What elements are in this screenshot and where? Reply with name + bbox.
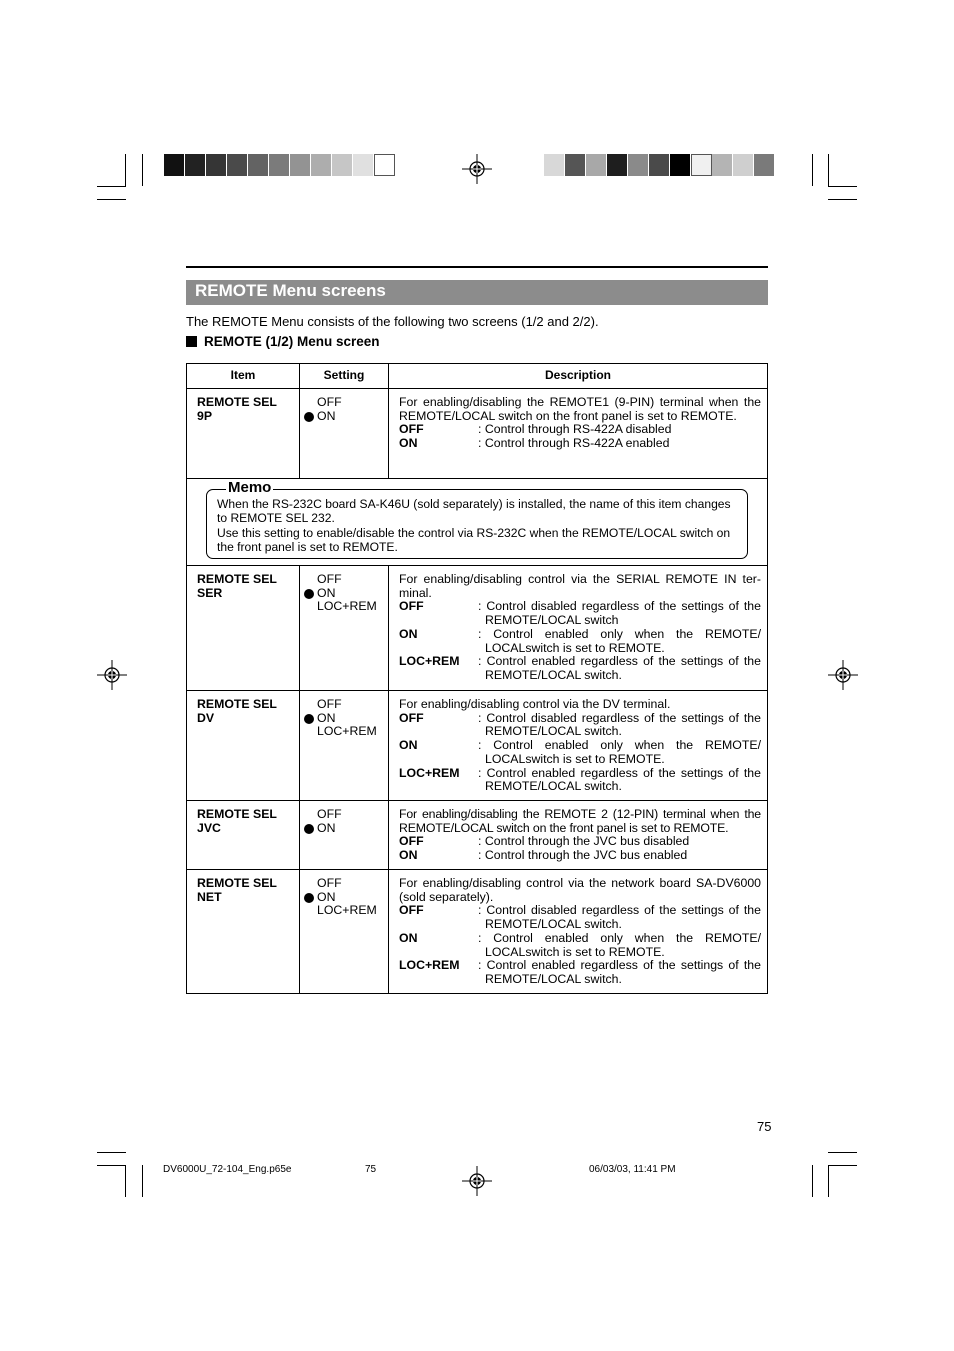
crop-mark <box>812 1165 813 1197</box>
definition-key: ON <box>399 738 418 753</box>
grayscale-bar-right <box>544 154 775 176</box>
item-name: REMOTE SEL <box>197 807 277 821</box>
item-name: REMOTE SEL <box>197 395 277 409</box>
definition-value: : Control disabled regardless of the settings of the REMOTE/LOCAL switch. <box>478 904 761 931</box>
calibration-swatch <box>332 154 353 176</box>
item-cell <box>187 691 300 801</box>
memo-cell <box>187 479 768 566</box>
item-name: REMOTE SEL <box>197 876 277 890</box>
setting-option: LOC+REM <box>317 903 377 918</box>
subheading-text: REMOTE (1/2) Menu screen <box>204 334 380 349</box>
crop-mark <box>828 199 857 200</box>
definition-key: ON <box>399 626 418 641</box>
item-name-suffix: DV <box>197 710 215 725</box>
table-row <box>187 389 768 479</box>
column-header-setting: Setting <box>300 364 389 389</box>
registration-mark-icon <box>97 660 127 690</box>
definition-key: ON <box>399 436 418 451</box>
calibration-swatch <box>565 154 586 176</box>
setting-cell <box>300 691 389 801</box>
item-name-suffix: NET <box>197 889 222 904</box>
memo-text-1: When the RS-232C board SA-K46U (sold separately) is installed, the name of this item changes to REMOTE SEL 232. <box>217 497 731 526</box>
calibration-swatch <box>544 154 565 176</box>
item-name: REMOTE SEL <box>197 697 277 711</box>
calibration-swatch <box>754 154 775 176</box>
definition-value: : Control through RS-422A enabled <box>478 437 761 451</box>
definition-key: LOC+REM <box>399 765 460 780</box>
grayscale-bar-left <box>164 154 395 176</box>
definition-value: : Control enabled only when the REMOTE/ LOCALswitch is set to REMOTE. <box>478 932 761 959</box>
setting-option: LOC+REM <box>317 599 377 614</box>
item-cell <box>187 389 300 479</box>
calibration-swatch <box>185 154 206 176</box>
calibration-swatch <box>269 154 290 176</box>
crop-mark <box>828 1165 829 1197</box>
crop-mark <box>828 1165 857 1166</box>
intro-text: The REMOTE Menu consists of the following two screens (1/2 and 2/2). <box>186 314 599 329</box>
setting-option: OFF <box>317 876 342 890</box>
calibration-swatch <box>586 154 607 176</box>
memo-text-2: Use this setting to enable/disable the control via RS-232C when the REMOTE/LOCAL switch on the front panel is set to REMOTE. <box>217 525 731 554</box>
definition-value: : Control enabled regardless of the settings of the REMOTE/LOCAL switch. <box>478 959 761 986</box>
item-cell <box>187 870 300 994</box>
setting-option: OFF <box>317 395 342 409</box>
setting-option-default: ON <box>304 587 388 601</box>
calibration-swatch <box>607 154 628 176</box>
crop-mark <box>828 154 829 186</box>
calibration-swatch <box>649 154 670 176</box>
definition-value: : Control disabled regardless of the settings of the REMOTE/LOCAL switch <box>478 600 761 627</box>
column-header-item: Item <box>187 364 300 389</box>
definition-value: : Control disabled regardless of the settings of the REMOTE/LOCAL switch. <box>478 712 761 739</box>
memo-label: Memo <box>228 479 272 496</box>
definition-value: : Control through the JVC bus disabled <box>478 835 761 849</box>
registration-mark-icon <box>462 1166 492 1196</box>
crop-mark <box>125 154 126 186</box>
setting-option-default: ON <box>304 822 388 836</box>
calibration-swatch <box>164 154 185 176</box>
definition-value: : Control enabled regardless of the settings of the REMOTE/LOCAL switch. <box>478 767 761 794</box>
registration-mark-icon <box>828 660 858 690</box>
item-name-suffix: SER <box>197 585 223 600</box>
setting-option: LOC+REM <box>317 724 377 739</box>
calibration-swatch <box>353 154 374 176</box>
setting-option-default: ON <box>304 891 388 905</box>
definition-list <box>399 600 761 682</box>
calibration-swatch <box>227 154 248 176</box>
section-rule <box>186 266 768 268</box>
page-number: 75 <box>757 1119 772 1134</box>
calibration-swatch <box>206 154 227 176</box>
definition-key: OFF <box>399 903 424 918</box>
definition-list <box>399 904 761 986</box>
setting-cell <box>300 566 389 691</box>
description-intro: For enabling/disabling control via the SERIAL REMOTE IN ter-minal. <box>399 572 761 600</box>
definition-key: ON <box>399 930 418 945</box>
definition-key: OFF <box>399 422 424 437</box>
table-row <box>187 691 768 801</box>
setting-option: OFF <box>317 572 342 586</box>
description-cell <box>389 691 768 801</box>
description-intro: For enabling/disabling control via the DV terminal. <box>399 697 671 711</box>
table-header-row <box>187 364 768 389</box>
description-cell <box>389 801 768 870</box>
memo <box>187 479 767 565</box>
setting-cell <box>300 870 389 994</box>
crop-mark <box>828 186 857 187</box>
definition-list <box>399 835 761 862</box>
table-row <box>187 870 768 994</box>
subheading <box>186 334 380 349</box>
description-cell <box>389 566 768 691</box>
definition-key: LOC+REM <box>399 654 460 669</box>
calibration-swatch <box>290 154 311 176</box>
section-title-band <box>186 280 768 305</box>
description-intro: For enabling/disabling control via the network board SA-DV6000 (sold separately). <box>399 876 761 904</box>
crop-mark <box>97 1165 126 1166</box>
description-cell <box>389 389 768 479</box>
setting-option-default: ON <box>304 712 388 726</box>
crop-mark <box>812 154 813 186</box>
item-name-suffix: 9P <box>197 408 213 423</box>
definition-key: ON <box>399 848 418 863</box>
definition-key: OFF <box>399 599 424 614</box>
setting-option-default: ON <box>304 410 388 424</box>
crop-mark <box>125 1165 126 1197</box>
crop-mark <box>97 1152 126 1153</box>
item-name-suffix: JVC <box>197 820 221 835</box>
setting-cell <box>300 389 389 479</box>
remote-menu-table <box>186 363 768 994</box>
definition-key: OFF <box>399 710 424 725</box>
memo-row <box>187 479 768 566</box>
memo-box <box>206 489 748 559</box>
setting-cell <box>300 801 389 870</box>
crop-mark <box>97 186 126 187</box>
definition-list <box>399 423 761 450</box>
footer-filename: DV6000U_72-104_Eng.p65e <box>163 1164 292 1175</box>
definition-key: LOC+REM <box>399 958 460 973</box>
item-cell <box>187 801 300 870</box>
setting-option: OFF <box>317 697 342 711</box>
description-intro: For enabling/disabling the REMOTE1 (9-PIN) terminal when the REMOTE/LOCAL switch on the front panel is set to REMOTE. <box>399 395 761 423</box>
definition-list <box>399 712 761 794</box>
item-cell <box>187 566 300 691</box>
crop-mark <box>97 199 126 200</box>
section-title: REMOTE Menu screens <box>195 281 386 300</box>
definition-value: : Control enabled regardless of the settings of the REMOTE/LOCAL switch. <box>478 655 761 682</box>
description-intro: For enabling/disabling the REMOTE 2 (12-PIN) terminal when the REMOTE/LOCAL switch on the front panel is set to REMOTE. <box>399 807 761 835</box>
calibration-swatch <box>248 154 269 176</box>
definition-value: : Control enabled only when the REMOTE/ LOCALswitch is set to REMOTE. <box>478 628 761 655</box>
item-name: REMOTE SEL <box>197 572 277 586</box>
definition-value: : Control through the JVC bus enabled <box>478 849 761 863</box>
calibration-swatch <box>670 154 691 176</box>
crop-mark <box>142 154 143 186</box>
table-row <box>187 801 768 870</box>
calibration-swatch <box>311 154 332 176</box>
square-bullet-icon <box>186 336 197 347</box>
definition-value: : Control through RS-422A disabled <box>478 423 761 437</box>
registration-mark-icon <box>462 154 492 184</box>
crop-mark <box>828 1152 857 1153</box>
crop-mark <box>142 1165 143 1197</box>
calibration-swatch <box>628 154 649 176</box>
calibration-swatch <box>691 154 712 176</box>
definition-value: : Control enabled only when the REMOTE/ LOCALswitch is set to REMOTE. <box>478 739 761 766</box>
definition-key: OFF <box>399 834 424 849</box>
setting-option: OFF <box>317 807 342 821</box>
calibration-swatch <box>374 154 395 176</box>
column-header-description: Description <box>389 364 768 389</box>
calibration-swatch <box>733 154 754 176</box>
calibration-swatch <box>712 154 733 176</box>
table-row <box>187 566 768 691</box>
footer-timestamp: 06/03/03, 11:41 PM <box>589 1164 676 1175</box>
description-cell <box>389 870 768 994</box>
footer-page: 75 <box>365 1164 377 1175</box>
